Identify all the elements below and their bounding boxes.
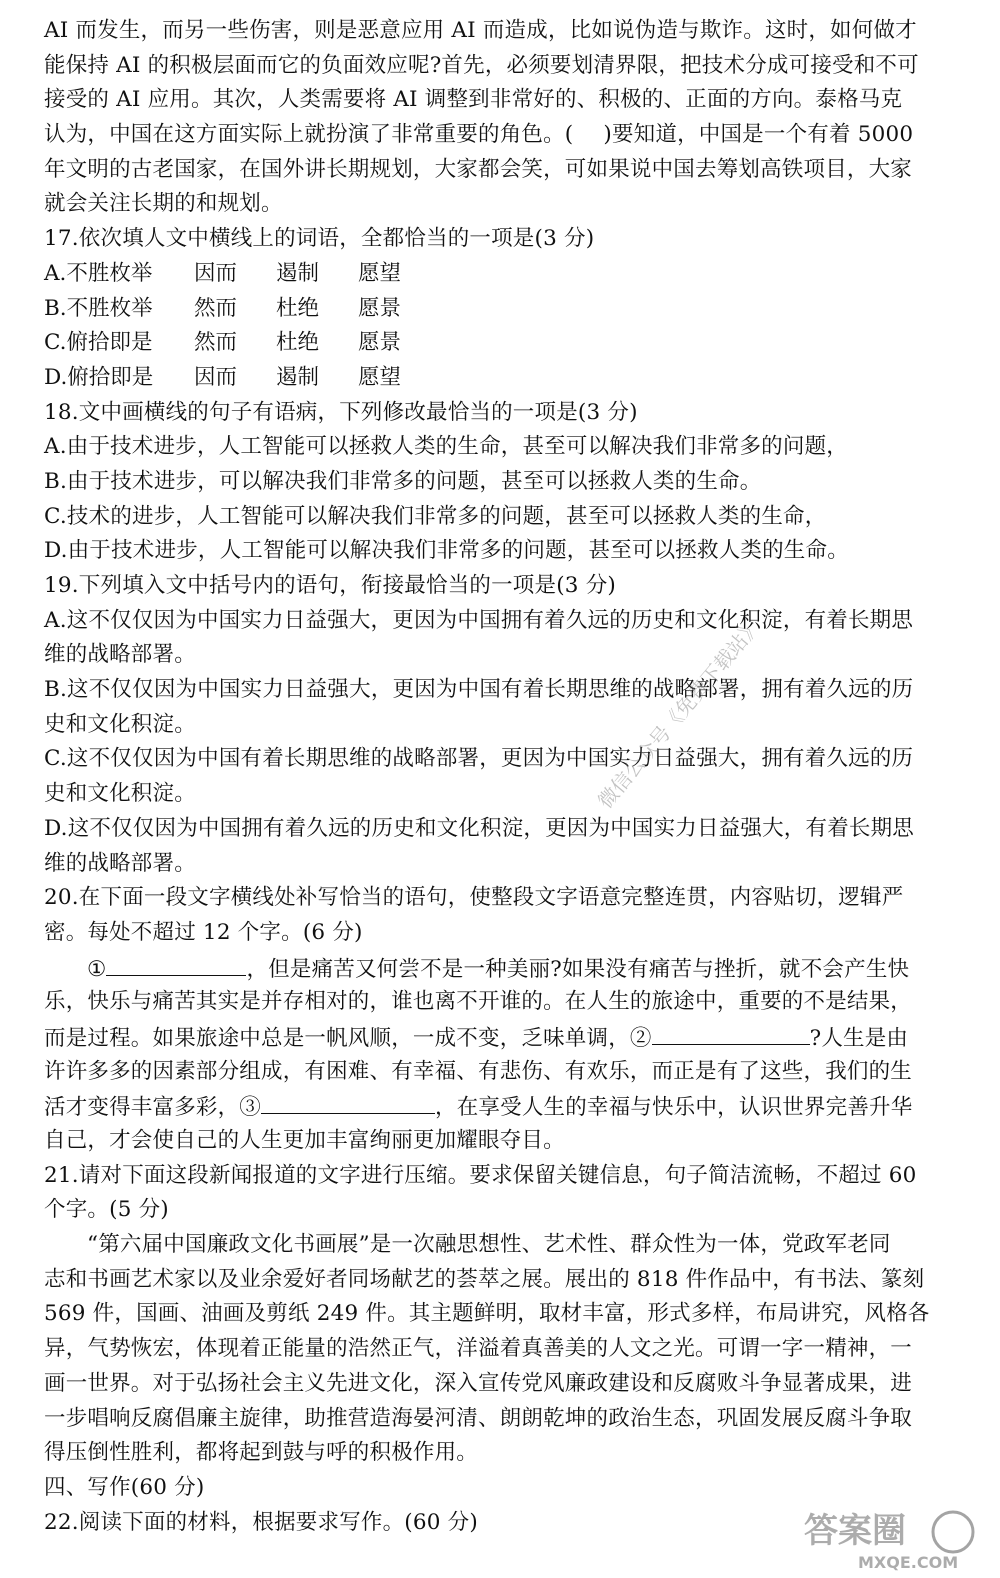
passage-continuation: [44, 14, 966, 222]
question-20-text-line-5: 活才变得丰富多彩，③ ，在享受人生的幸福与快乐中，认识世界完善升华: [44, 1089, 966, 1124]
question-21: [44, 1159, 966, 1471]
question-20-text-line-2: 乐，快乐与痛苦其实是并存相对的，谁也离不开谁的。在人生的旅途中，重要的不是结果，: [44, 989, 913, 1015]
answer-blank-1[interactable]: [106, 951, 246, 976]
question-17-option-b: B.不胜枚举 然而 杜绝 愿景: [44, 295, 402, 321]
question-21-body-line-7: 得压倒性胜利，都将起到鼓与呼的积极作用。: [44, 1440, 479, 1466]
svg-text:MXQE.COM: MXQE.COM: [858, 1553, 959, 1572]
question-17-option-c: C.俯拾即是 然而 杜绝 愿景: [44, 330, 402, 356]
question-21-stem: 21.请对下面这段新闻报道的文字进行压缩。要求保留关键信息，句子简洁流畅，不超过 60: [44, 1162, 917, 1188]
question-19: [44, 569, 966, 881]
question-19-option-d: D.这不仅仅因为中国拥有着久远的历史和文化积淀，更因为中国实力日益强大，有着长期思: [44, 815, 915, 841]
question-19-option-b: B.这不仅仅因为中国实力日益强大，更因为中国有着长期思维的战略部署，拥有着久远的历: [44, 677, 914, 703]
question-21-body-line-1: “第六届中国廉政文化书画展”是一次融思想性、艺术性、群众性为一体，党政军老同: [87, 1232, 891, 1258]
answer-blank-3[interactable]: [261, 1089, 435, 1114]
question-18-option-a: A.由于技术进步，人工智能可以拯救人类的生命，甚至可以解决我们非常多的问题，: [44, 434, 848, 460]
question-17-stem: 17.依次填人文中横线上的词语，全都恰当的一项是(3 分): [44, 226, 595, 252]
question-17: [44, 222, 966, 395]
question-22-stem: 22.阅读下面的材料，根据要求写作。(60 分): [44, 1509, 478, 1535]
passage-line-2: 能保持 AI 的积极层面而它的负面效应呢?首先，必须要划清界限，把技术分成可接受和不可: [44, 52, 919, 78]
diagonal-watermark: 微信公众号《免费下载站》: [593, 613, 766, 813]
question-21-body-line-4: 异，气势恢宏，体现着正能量的浩然正气，洋溢着真善美的人文之光。可谓一字一精神，一: [44, 1336, 913, 1362]
question-18-option-b: B.由于技术进步，可以解决我们非常多的问题，甚至可以拯救人类的生命。: [44, 468, 762, 494]
question-19-stem: 19.下列填入文中括号内的语句，衔接最恰当的一项是(3 分): [44, 573, 616, 598]
question-19-option-d-cont: 维的战略部署。: [44, 850, 196, 876]
passage-line-1: AI 而发生，而另一些伤害，则是恶意应用 AI 而造成，比如说伪造与欺诈。这时，如何做才: [44, 18, 917, 43]
question-21-body-line-3: 569 件，国画、油画及剪纸 249 件。其主题鲜明，取材丰富，形式多样，布局讲究，风格各: [44, 1301, 930, 1327]
question-17-option-a: A.不胜枚举 因而 遏制 愿望: [44, 260, 402, 286]
question-21-stem-cont: 个字。(5 分): [44, 1197, 169, 1223]
svg-text:答案圈: 答案圈: [804, 1511, 906, 1551]
question-19-option-b-cont: 史和文化积淀。: [44, 711, 196, 737]
question-19-option-a-cont: 维的战略部署。: [44, 642, 196, 668]
exam-page: [44, 14, 966, 1540]
question-18-option-d: D.由于技术进步，人工智能可以解决我们非常多的问题，甚至可以拯救人类的生命。: [44, 538, 849, 564]
passage-line-6: 就会关注长期的和规划。: [44, 191, 283, 217]
question-20-text-line-6: 自己，才会使自己的人生更加丰富绚丽更加耀眼夺目。: [44, 1128, 565, 1153]
section-heading-writing: 四、写作(60 分): [44, 1474, 205, 1500]
question-19-option-c-cont: 史和文化积淀。: [44, 781, 196, 807]
question-20-text-line-3: 而是过程。如果旅途中总是一帆风顺，一成不变，乏味单调，② ?人生是由: [44, 1020, 966, 1055]
question-21-body-line-2: 志和书画艺术家以及业余爱好者同场献艺的荟萃之展。展出的 818 件作品中，有书法、篆刻: [44, 1266, 925, 1292]
question-18: [44, 396, 966, 569]
question-18-stem: 18.文中画横线的句子有语病，下列修改最恰当的一项是(3 分): [44, 399, 638, 425]
answer-blank-2[interactable]: [652, 1020, 810, 1045]
question-20-stem-cont: 密。每处不超过 12 个字。(6 分): [44, 919, 363, 945]
question-17-option-d: D.俯拾即是 因而 遏制 愿望: [44, 364, 402, 390]
passage-line-3: 接受的 AI 应用。其次，人类需要将 AI 调整到非常好的、积极的、正面的方向。泰格马克: [44, 87, 903, 113]
question-19-option-c: C.这不仅仅因为中国有着长期思维的战略部署，更因为中国实力日益强大，拥有着久远的历: [44, 746, 914, 772]
question-18-option-c: C.技术的进步，人工智能可以解决我们非常多的问题，甚至可以拯救人类的生命，: [44, 503, 827, 529]
passage-line-4: 认为，中国在这方面实际上就扮演了非常重要的角色。( )要知道，中国是一个有着 5000: [44, 122, 914, 148]
question-21-body-line-6: 一步唱响反腐倡廉主旋律，助推营造海晏河清、朗朗乾坤的政治生态，巩固发展反腐斗争取: [44, 1405, 913, 1431]
passage-line-5: 年文明的古老国家，在国外讲长期规划，大家都会笑，可如果说中国去筹划高铁项目，大家: [44, 156, 913, 182]
question-21-body-line-5: 画一世界。对于弘扬社会主义先进文化，深入宣传党风廉政建设和反腐败斗争显著成果，进: [44, 1370, 913, 1396]
question-20-stem: 20.在下面一段文字横线处补写恰当的语句，使整段文字语意完整连贯，内容贴切，逻辑严: [44, 885, 904, 911]
question-19-option-a: A.这不仅仅因为中国实力日益强大，更因为中国拥有着久远的历史和文化积淀，有着长期思: [44, 607, 914, 633]
question-20-text-line-1: ① ，但是痛苦又何尝不是一种美丽?如果没有痛苦与挫折，就不会产生快: [44, 951, 966, 986]
question-20: [44, 881, 966, 1159]
question-20-text-line-4: 许许多多的因素部分组成，有困难、有幸福、有悲伤、有欢乐，而正是有了这些，我们的生: [44, 1058, 913, 1084]
